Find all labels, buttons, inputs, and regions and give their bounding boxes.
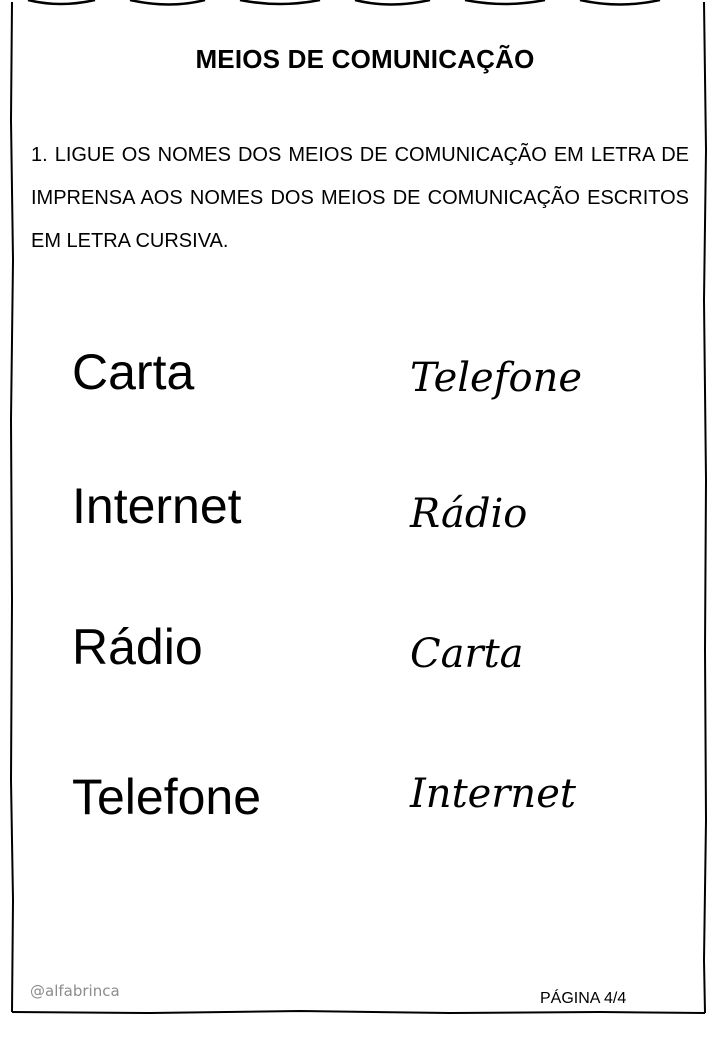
watermark-handle: @alfabrinca [30,982,120,1000]
print-word-radio: Rádio [72,619,203,675]
page-number: PÁGINA 4/4 [540,990,627,1007]
print-word-carta: Carta [72,344,195,400]
instruction-text: 1. LIGUE OS NOMES DOS MEIOS DE COMUNICAÇÃO EM LETRA DE IMPRENSA AOS NOMES DOS MEIOS DE COMUNICAÇÃO ESCRITOS EM LETRA CURSIVA. [31,144,689,252]
cursive-word-carta: Carta [410,631,524,677]
page-title: MEIOS DE COMUNICAÇÃO [195,44,535,74]
cursive-word-radio: Rádio [410,491,528,537]
cursive-word-internet: Internet [410,771,576,817]
cursive-word-telefone: Telefone [410,355,583,401]
print-word-internet: Internet [72,478,242,534]
print-word-telefone: Telefone [72,769,262,825]
